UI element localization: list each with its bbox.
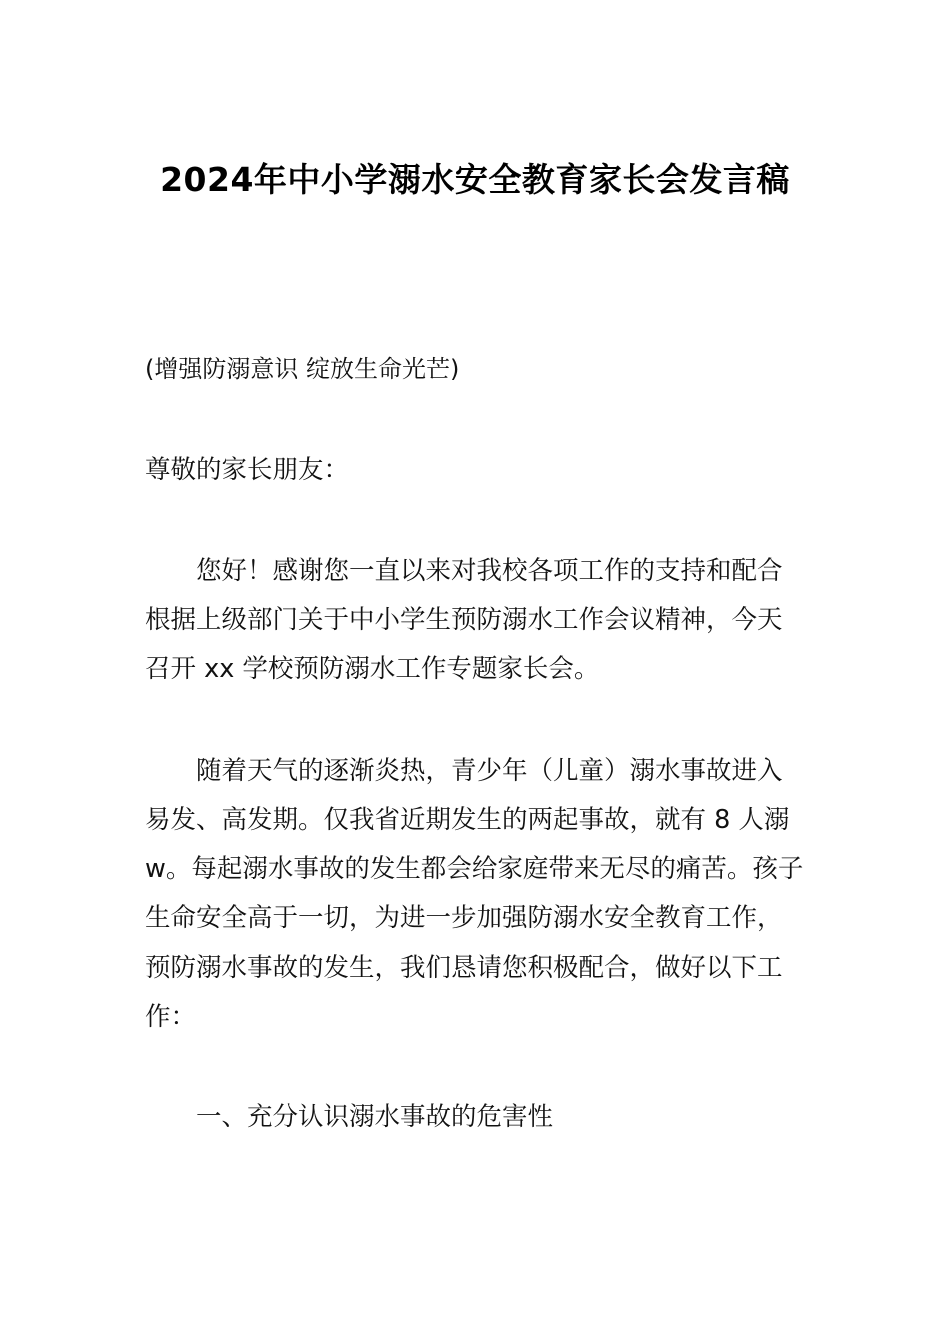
paragraph-line: 召开 xx 学校预防溺水工作专题家长会。 [145, 654, 600, 684]
greeting-line: 尊敬的家长朋友： [145, 455, 350, 485]
paragraph-line: 易发、高发期。仅我省近期发生的两起事故，就有 8 人溺 [145, 805, 790, 835]
document-subtitle: (增强防溺意识 绽放生命光芒) [145, 355, 460, 383]
paragraph-line: 您好！感谢您一直以来对我校各项工作的支持和配合 [196, 556, 783, 586]
paragraph-line: w。每起溺水事故的发生都会给家庭带来无尽的痛苦。孩子 [145, 854, 804, 884]
paragraph-line: 根据上级部门关于中小学生预防溺水工作会议精神，今天 [145, 605, 783, 635]
paragraph-line: 作： [145, 1002, 197, 1032]
paragraph-line: 预防溺水事故的发生，我们恳请您积极配合，做好以下工 [145, 953, 783, 983]
paragraph-line: 生命安全高于一切，为进一步加强防溺水安全教育工作， [145, 903, 783, 933]
paragraph-line: 随着天气的逐渐炎热，青少年（儿童）溺水事故进入 [196, 756, 783, 786]
section-heading: 一、充分认识溺水事故的危害性 [196, 1102, 554, 1132]
document-title: 2024年中小学溺水安全教育家长会发言稿 [160, 160, 790, 199]
